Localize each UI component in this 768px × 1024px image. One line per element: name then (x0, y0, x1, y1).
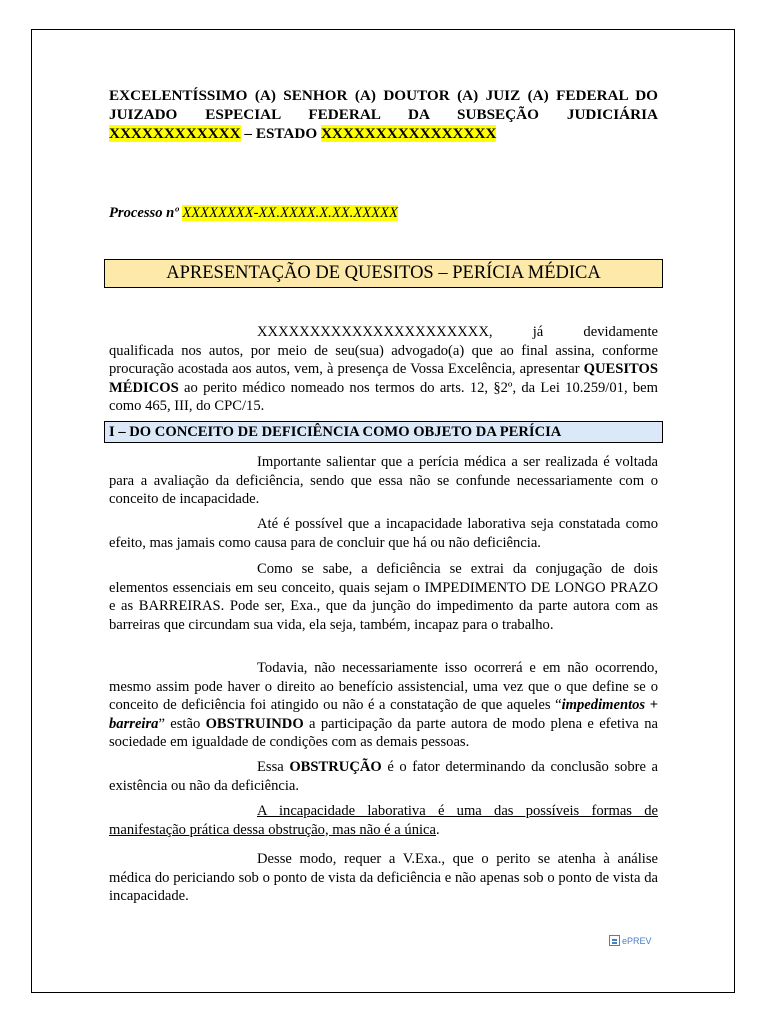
paragraph-3 (109, 560, 658, 634)
paragraph-7-text: Desse modo, requer a V.Exa., que o perito se atenha à análise médica do periciando sob o ponto de vista da deficiência e não apenas sob o ponto de vista da incapacidade. (109, 851, 658, 904)
paragraph-5-bold: OBSTRUÇÃO (289, 759, 382, 775)
eprev-logo-text: ePREV (622, 935, 652, 946)
section-heading-1: I – DO CONCEITO DE DEFICIÊNCIA COMO OBJETO DA PERÍCIA (104, 421, 663, 443)
paragraph-5-text-b: é o fator determinando da conclusão sobre a existência ou não da deficiência. (109, 759, 658, 794)
process-number-line (109, 205, 658, 222)
paragraph-4-text-a: Todavia, não necessariamente isso ocorrerá e em não ocorrendo, mesmo assim pode haver o direito ao benefício assistencial, uma vez que o que define se o conceito de deficiência foi atingido ou não é a constatação de que aqueles “ (109, 660, 658, 713)
paragraph-5-text-a: Essa (257, 759, 290, 775)
paragraph-6-underlined: A incapacidade laborativa é uma das possíveis formas de manifestação prática dessa obstrução, mas não é a única (109, 803, 658, 838)
paragraph-1 (109, 453, 658, 509)
process-label: Processo nº (109, 205, 179, 221)
paragraph-2-text: Até é possível que a incapacidade laborativa seja constatada como efeito, mas jamais como causa para de concluir que há ou não deficiência. (109, 516, 658, 551)
paragraph-3-text: Como se sabe, a deficiência se extrai da conjugação de dois elementos essenciais em seu conceito, quais sejam o IMPEDIMENTO DE LONGO PRAZO e as BARREIRAS. Pode ser, Exa., que da junção do impedimento da parte autora com as barreiras que circundam sua vida, ela seja, também, incapaz para o trabalho. (109, 561, 658, 633)
document-title: APRESENTAÇÃO DE QUESITOS – PERÍCIA MÉDICA (104, 259, 663, 288)
intro-paragraph (109, 323, 658, 416)
paragraph-2 (109, 515, 658, 552)
paragraph-6 (109, 802, 658, 839)
intro-bold: QUESITOS MÉDICOS (109, 361, 658, 396)
party-name-placeholder: XXXXXXXXXXXXXXXXXXXXXX, (257, 324, 493, 340)
city-placeholder: XXXXXXXXXXXX (109, 125, 241, 142)
header-line-2: JUIZADO ESPECIAL FEDERAL DA SUBSEÇÃO JUDICIÁRIA (109, 106, 658, 123)
paragraph-4-italic: impedimentos + barreira (109, 697, 658, 732)
paragraph-4 (109, 659, 658, 752)
intro-text-a: qualificada nos autos, por meio de seu(sua) advogado(a) que ao final assina, conforme procuração acostada aos autos, vem, à presença de Vossa Excelência, apresentar (109, 342, 658, 377)
header-line-1: EXCELENTÍSSIMO (A) SENHOR (A) DOUTOR (A) JUIZ (A) FEDERAL DO (109, 87, 658, 104)
paragraph-5 (109, 758, 658, 795)
state-placeholder: XXXXXXXXXXXXXXXX (320, 125, 497, 142)
paragraph-1-text: Importante salientar que a perícia médica a ser realizada é voltada para a avaliação da deficiência, sendo que essa não se confunde necessariamente com o conceito de incapacidade. (109, 454, 658, 507)
intro-text-b: ao perito médico nomeado nos termos do arts. 12, §2º, da Lei 10.259/01, bem como 465, III, do CPC/15. (109, 379, 658, 414)
paragraph-6-end: . (436, 821, 440, 838)
intro-first-line (109, 323, 658, 342)
eprev-logo-icon (609, 935, 620, 946)
paragraph-4-text-c: a participação da parte autora de modo plena e efetiva na sociedade em igualdade de condições com as demais pessoas. (109, 715, 658, 750)
paragraph-7 (109, 850, 658, 906)
process-number: XXXXXXXX-XX.XXXX.X.XX.XXXXX (182, 205, 398, 221)
eprev-logo (609, 935, 652, 946)
court-address-header (109, 86, 658, 143)
page-frame (31, 29, 735, 993)
paragraph-4-text-b: ” estão (158, 715, 206, 732)
paragraph-4-bold: OBSTRUINDO (205, 715, 304, 732)
intro-after-name: já devidamente (532, 324, 658, 340)
state-label: – ESTADO (240, 125, 321, 142)
